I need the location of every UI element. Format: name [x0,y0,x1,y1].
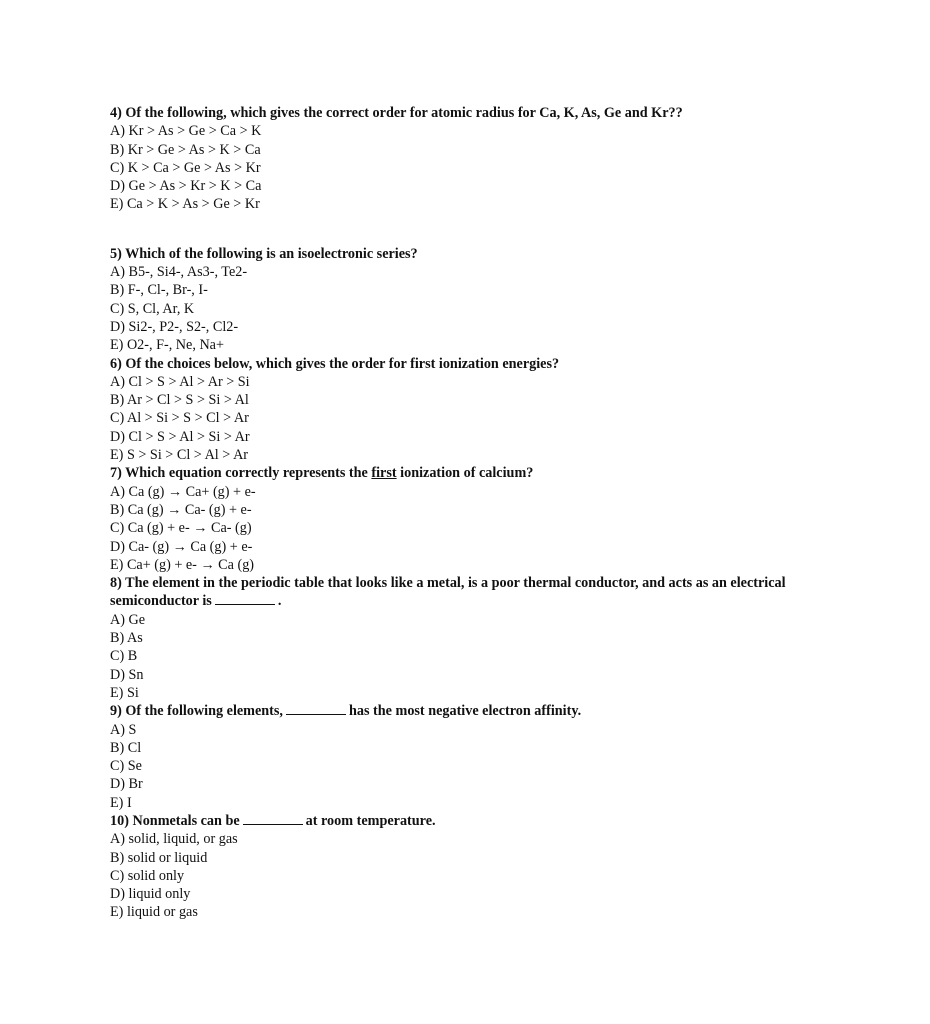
answer-option: C) B [110,648,138,665]
question-sheet [110,104,810,922]
stem-underlined-word: first [371,465,397,482]
question-stem: 4) Of the following, which gives the correct order for atomic radius for Ca, K, As, Ge and Kr?? [110,105,683,121]
answer-option: A) B5-, Si4-, As3-, Te2- [110,264,248,281]
stem-text: ionization of calcium? [396,465,534,482]
answer-option: E) I [110,794,132,811]
question-4 [110,104,810,214]
question-stem [110,574,800,611]
answer-option: C) K > Ca > Ge > As > Kr [110,159,261,176]
question-stem: 6) Of the choices below, which gives the order for first ionization energies? [110,355,560,372]
answer-option: D) Si2-, P2-, S2-, Cl2- [110,318,239,335]
stem-text: at room temperature. [305,812,436,829]
answer-option: E) Si [110,684,139,701]
answer-option: E) S > Si > Cl > Al > Ar [110,447,249,464]
answer-blank [215,592,275,605]
answer-option: C) S, Cl, Ar, K [110,300,195,317]
answer-option: E) O2-, F-, Ne, Na+ [110,337,224,354]
stem-text: 9) Of the following elements, [110,703,283,720]
answer-option: C) Al > Si > S > Cl > Ar [110,410,249,427]
answer-option: A) solid, liquid, or gas [110,831,238,848]
answer-option: A) Kr > As > Ge > Ca > K [110,123,262,140]
stem-text: has the most negative electron affinity. [348,703,582,720]
answer-option: B) solid or liquid [110,849,208,866]
answer-option: B) Ca (g) → Ca- (g) + e- [110,501,252,518]
answer-option: C) solid only [110,867,185,884]
stem-text: 7) Which equation correctly represents the [110,465,372,482]
answer-option: D) liquid only [110,886,191,903]
answer-option: B) F-, Cl-, Br-, I- [110,282,208,299]
stem-text: . [277,593,282,610]
stem-text: 8) The element in the periodic table that looks like a metal, is a poor thermal conductor, and acts as an electrical semiconductor is [110,575,786,610]
answer-option: D) Br [110,776,143,793]
answer-option: A) Cl > S > Al > Ar > Si [110,373,250,390]
question-5 [110,245,810,355]
question-6 [110,355,810,465]
answer-option: A) Ca (g) → Ca+ (g) + e- [110,483,256,500]
answer-option: A) Ge [110,611,146,628]
question-10 [110,812,810,922]
answer-option: D) Cl > S > Al > Si > Ar [110,428,250,445]
question-stem [110,702,810,720]
question-9 [110,702,810,812]
answer-option: D) Ca- (g) → Ca (g) + e- [110,538,253,555]
stem-text: 10) Nonmetals can be [110,812,240,829]
answer-option: B) Ar > Cl > S > Si > Al [110,392,249,409]
answer-blank [243,812,303,825]
question-7 [110,464,810,574]
answer-option: B) As [110,630,143,647]
answer-option: C) Ca (g) + e- → Ca- (g) [110,520,252,537]
answer-option: C) Se [110,758,142,775]
answer-option: D) Sn [110,666,144,683]
question-8 [110,574,810,702]
question-stem [110,812,810,830]
answer-option: A) S [110,721,137,738]
answer-option: E) liquid or gas [110,904,198,921]
question-stem: 5) Which of the following is an isoelectronic series? [110,245,418,262]
answer-option: D) Ge > As > Kr > K > Ca [110,178,262,195]
answer-option: E) Ca+ (g) + e- → Ca (g) [110,556,255,573]
answer-blank [286,702,346,715]
answer-option: E) Ca > K > As > Ge > Kr [110,196,260,213]
question-stem [110,464,810,482]
answer-option: B) Cl [110,739,142,756]
answer-option: B) Kr > Ge > As > K > Ca [110,141,261,158]
